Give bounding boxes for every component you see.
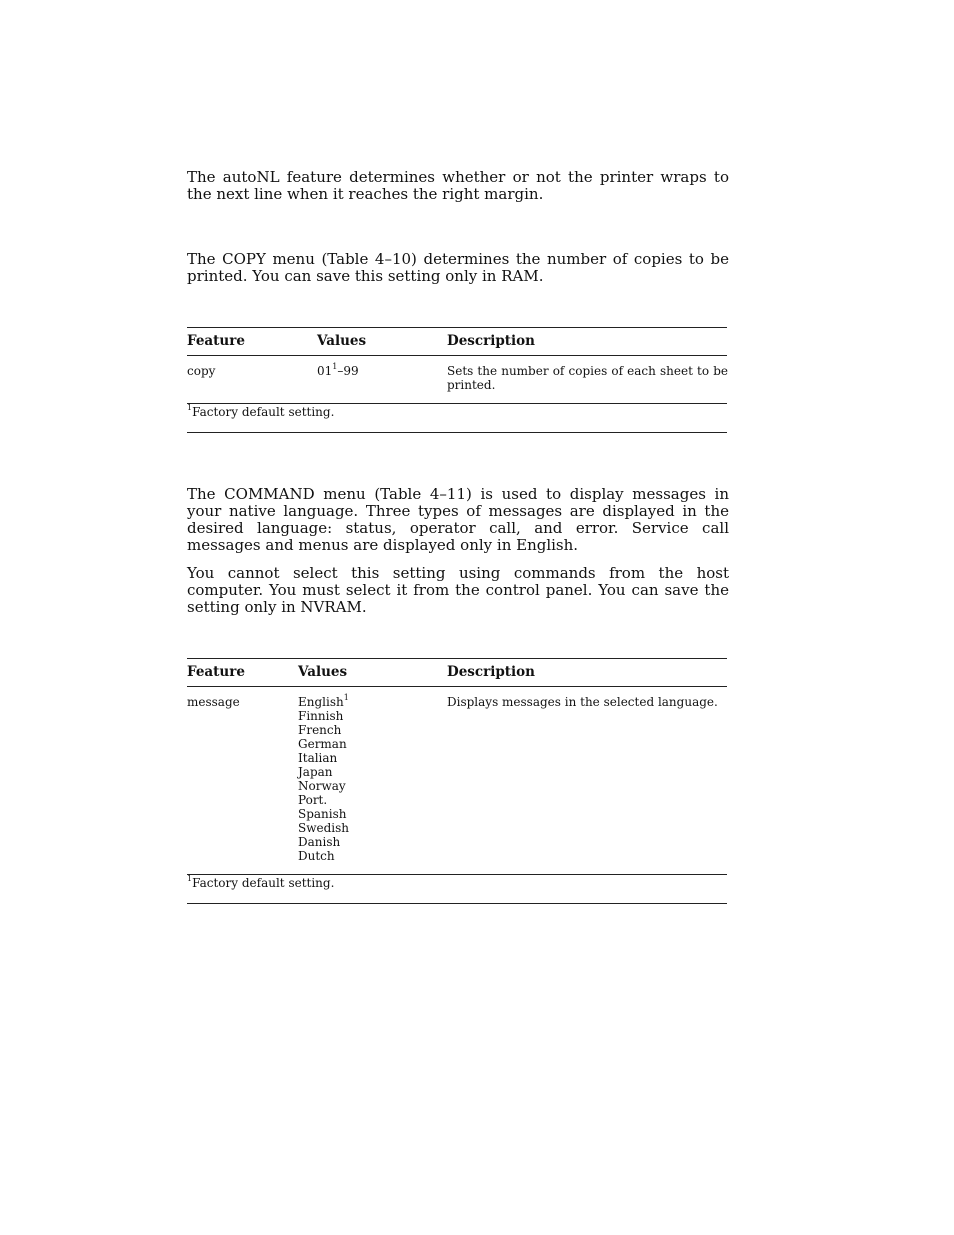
table-header-rule bbox=[187, 686, 727, 687]
table-bottom-rule bbox=[187, 903, 727, 904]
table-cell-values bbox=[298, 695, 349, 863]
table-bottom-rule bbox=[187, 432, 727, 433]
table-top-rule bbox=[187, 658, 727, 659]
col-header-values: Values bbox=[298, 664, 348, 680]
col-header-feature: Feature bbox=[187, 333, 245, 349]
value-item: French bbox=[298, 723, 342, 737]
autonl-paragraph: The autoNL feature determines whether or not the printer wraps to the next line when it reaches the right margin. bbox=[187, 168, 729, 203]
table-top-rule bbox=[187, 327, 727, 328]
value-item: Swedish bbox=[298, 821, 349, 835]
value-item: German bbox=[298, 737, 347, 751]
table-footnote: $^1$Factory default setting. bbox=[187, 403, 335, 419]
value-item: Dutch bbox=[298, 849, 335, 863]
copy-intro-paragraph: The COPY menu (Table 4–10) determines the number of copies to be printed. You can save this setting only in RAM. bbox=[187, 250, 729, 285]
value-item: Danish bbox=[298, 835, 341, 849]
value-item: Spanish bbox=[298, 807, 347, 821]
command-note-paragraph: You cannot select this setting using commands from the host computer. You must select it from the control panel. You can save the setting only in NVRAM. bbox=[187, 564, 729, 616]
table-footnote: $^1$Factory default setting. bbox=[187, 874, 335, 890]
value-item: Norway bbox=[298, 779, 346, 793]
table-cell-feature: copy bbox=[187, 364, 216, 378]
col-header-feature: Feature bbox=[187, 664, 245, 680]
col-header-description: Description bbox=[447, 333, 535, 349]
table-header-rule bbox=[187, 355, 727, 356]
value-item: Port. bbox=[298, 793, 328, 807]
col-header-values: Values bbox=[317, 333, 367, 349]
col-header-description: Description bbox=[447, 664, 535, 680]
table-cell-description: Displays messages in the selected language. bbox=[447, 695, 718, 709]
command-intro-paragraph: The COMMAND menu (Table 4–11) is used to display messages in your native language. Three types of messages are displayed in the desired language: status, operator call, and error. Service call messages and menus are displayed only in English. bbox=[187, 485, 729, 554]
value-item: English$^1$ bbox=[298, 693, 349, 709]
table-footnote-rule bbox=[187, 874, 727, 875]
value-item: Finnish bbox=[298, 709, 344, 723]
table-cell-values: $01^1-99$ bbox=[317, 362, 359, 378]
table-cell-feature: message bbox=[187, 695, 240, 709]
table-cell-description: Sets the number of copies of each sheet to be printed. bbox=[447, 364, 728, 392]
value-item: Italian bbox=[298, 751, 338, 765]
value-item: Japan bbox=[298, 765, 333, 779]
table-footnote-rule bbox=[187, 403, 727, 404]
